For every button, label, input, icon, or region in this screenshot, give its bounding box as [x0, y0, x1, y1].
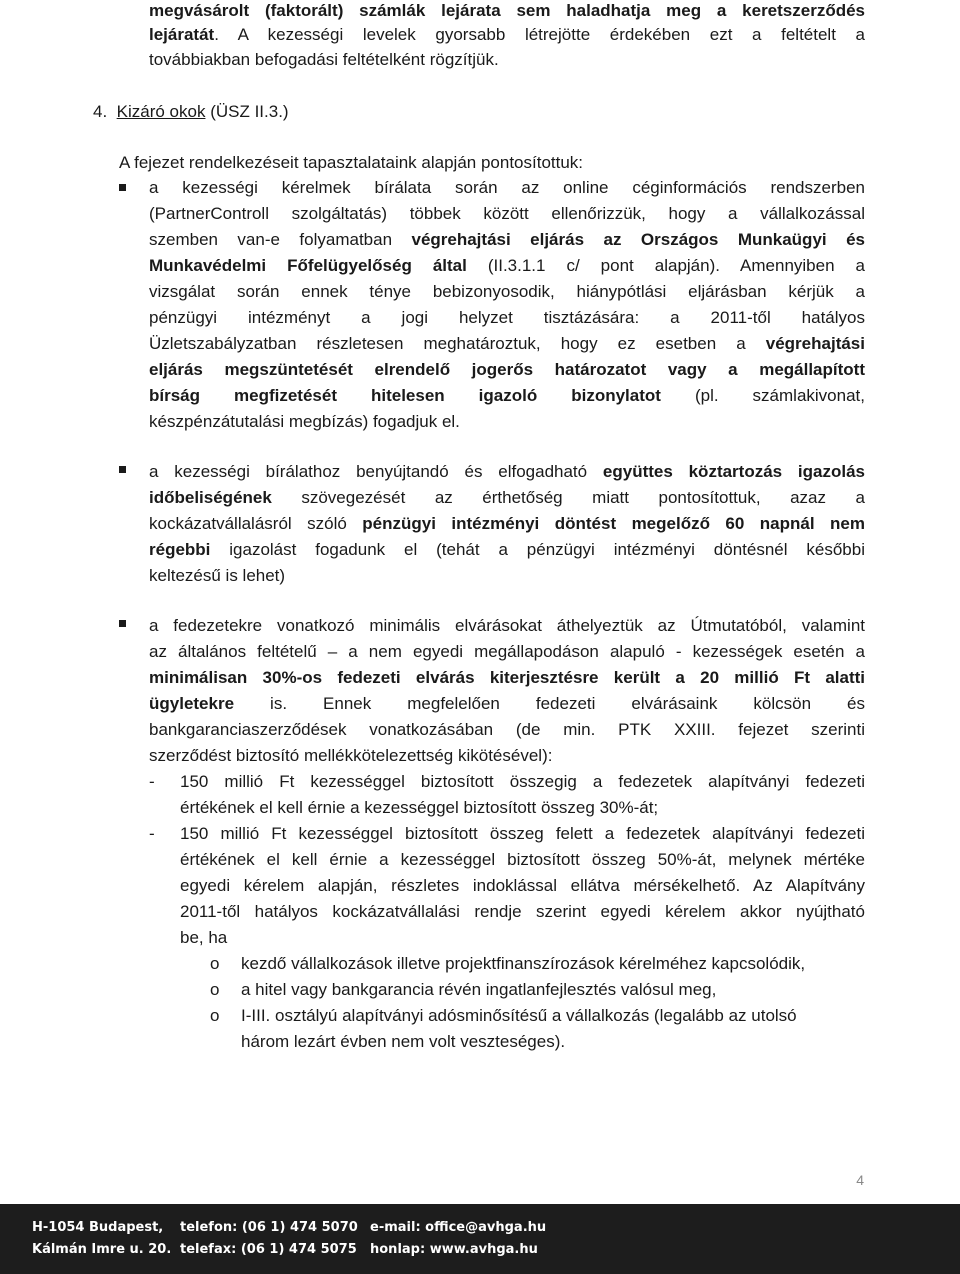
intro-bold: lejáratát: [149, 25, 215, 44]
footer-phone: telefon: (06 1) 474 5070: [180, 1220, 358, 1235]
sub-marker: o: [210, 954, 220, 973]
bullet2-line: [149, 537, 865, 563]
bold-text: együttes köztartozás igazolás: [602, 462, 865, 481]
dash-marker: -: [149, 824, 155, 843]
bold-text: Munkavédelmi Főfelügyelőség által: [149, 256, 467, 275]
text: kockázatvállalásról szóló: [149, 514, 363, 533]
bullet-square-icon: [119, 620, 126, 627]
sub-marker: o: [210, 1006, 220, 1025]
sub-item: a hitel vagy bankgarancia révén ingatlanfejlesztés valósul meg,: [241, 980, 717, 999]
bullet1-line: eljárás megszüntetését elrendelő jogerős határozatot vagy a megállapított: [149, 360, 865, 379]
bullet-square-icon: [119, 466, 126, 473]
intro-line: megvásárolt (faktorált) számlák lejárata sem haladhatja meg a keretszerződés: [149, 1, 865, 20]
text: (pl. számlakivonat,: [660, 386, 865, 405]
bold-text: végrehajtási eljárás az Országos Munkaügyi és: [411, 230, 865, 249]
sub-marker: o: [210, 980, 220, 999]
dash2-line: 2011-től hatályos kockázatvállalási rendje szerint egyedi kérelem akkor nyújtható: [180, 902, 865, 921]
section-heading: [93, 99, 289, 125]
footer-address-line: H-1054 Budapest,: [32, 1220, 164, 1235]
footer-phones: [180, 1217, 358, 1261]
section-title: Kizáró okok: [116, 102, 206, 121]
section-ref: (ÜSZ II.3.): [205, 102, 289, 121]
section-number: 4.: [93, 102, 108, 121]
bullet3-line: a fedezetekre vonatkozó minimális elvárásokat áthelyeztük az Útmutatóból, valamint: [149, 616, 865, 635]
text: is. Ennek megfelelően fedezeti elvárásaink kölcsön és: [234, 694, 865, 713]
bullet1-line: [149, 253, 865, 279]
dash-marker: -: [149, 772, 155, 791]
bullet1-line: készpénzátutalási megbízás) fogadjuk el.: [149, 412, 460, 431]
text: szövegezését az érthetőség miatt pontosítottuk, azaz a: [271, 488, 865, 507]
dash1-line: értékének el kell érnie a kezességgel biztosított összeg 30%-át;: [180, 798, 659, 817]
footer-web[interactable]: honlap: www.avhga.hu: [370, 1242, 538, 1257]
bullet1-line: [149, 383, 865, 409]
bullet1-line: vizsgálat során ennek ténye bebizonyosodik, hiánypótlási eljárásban kérjük a: [149, 282, 865, 301]
footer-email[interactable]: e-mail: office@avhga.hu: [370, 1220, 547, 1235]
bold-text: régebbi: [149, 540, 211, 559]
bold-text: ügyletekre: [149, 694, 235, 713]
footer-contacts: [370, 1217, 546, 1261]
bold-text: pénzügyi intézményi döntést megelőző 60 napnál nem: [362, 514, 865, 533]
text: (II.3.1.1 c/ pont alapján). Amennyiben a: [466, 256, 865, 275]
footer-address-line: Kálmán Imre u. 20.: [32, 1242, 172, 1257]
bold-text: időbeliségének: [149, 488, 272, 507]
dash2-line: értékének el kell érnie a kezességgel biztosított összeg 50%-át, melynek mértéke: [180, 850, 865, 869]
bullet2-line: keltezésű is lehet): [149, 566, 286, 585]
bullet1-line: a kezességi kérelmek bírálata során az online céginformációs rendszerben: [149, 178, 865, 197]
sub-item: három lezárt évben nem volt veszteséges).: [241, 1032, 566, 1051]
bold-text: végrehajtási: [765, 334, 865, 353]
intro-text: . A kezességi levelek gyorsabb létrejötte érdekében ezt a feltételt a: [214, 25, 865, 44]
bullet3-line: az általános feltételű – a nem egyedi megállapodáson alapuló - kezességek esetén a: [149, 642, 865, 661]
footer-address: [32, 1217, 171, 1261]
footer-bar: [0, 1204, 960, 1274]
text: igazolást fogadunk el (tehát a pénzügyi intézményi döntésnél későbbi: [210, 540, 865, 559]
bullet1-line: [149, 227, 865, 253]
sub-item: kezdő vállalkozások illetve projektfinanszírozások kérelméhez kapcsolódik,: [241, 954, 806, 973]
dash1-line: 150 millió Ft kezességgel biztosított összegig a fedezetek alapítványi fedezeti: [180, 772, 865, 791]
sub-item: I-III. osztályú alapítványi adósminősítésű a vállalkozás (legalább az utolsó: [241, 1006, 797, 1025]
text: szemben van-e folyamatban: [149, 230, 412, 249]
bullet-square-icon: [119, 184, 126, 191]
bullet3-line: [149, 691, 865, 717]
text: a kezességi bírálathoz benyújtandó és elfogadható: [149, 462, 603, 481]
bullet2-line: [149, 511, 865, 537]
bullet2-line: [149, 459, 865, 485]
intro-line: [149, 22, 865, 48]
footer-fax: telefax: (06 1) 474 5075: [180, 1242, 357, 1257]
dash2-line: egyedi kérelem alapján, részletes indoklással ellátva mérsékelhető. Az Alapítvány: [180, 876, 865, 895]
bullet1-line: [149, 331, 865, 357]
bullet1-line: (PartnerControll szolgáltatás) többek között ellenőrizzük, hogy a vállalkozással: [149, 204, 865, 223]
text: Üzletszabályzatban részletesen meghatároztuk, hogy ez esetben a: [149, 334, 766, 353]
bullet1-line: pénzügyi intézményt a jogi helyzet tisztázására: a 2011-től hatályos: [149, 308, 865, 327]
page-number: 4: [856, 1172, 864, 1188]
bullet2-line: [149, 485, 865, 511]
bullet3-line: minimálisan 30%-os fedezeti elvárás kiterjesztésre került a 20 millió Ft alatti: [149, 668, 865, 687]
bullet3-line: szerződést biztosító mellékkötelezettség kikötésével):: [149, 746, 553, 765]
bold-text: bírság megfizetését hitelesen igazoló bizonylatot: [149, 386, 661, 405]
bullet3-line: bankgaranciaszerződések vonatkozásában (de min. PTK XXIII. fejezet szerinti: [149, 720, 865, 739]
intro-line: továbbiakban befogadási feltételként rögzítjük.: [149, 50, 499, 69]
dash2-line: 150 millió Ft kezességgel biztosított összeg felett a fedezetek alapítványi fedezeti: [180, 824, 865, 843]
dash2-line: be, ha: [180, 928, 228, 947]
lead-text: A fejezet rendelkezéseit tapasztalataink alapján pontosítottuk:: [119, 153, 584, 172]
